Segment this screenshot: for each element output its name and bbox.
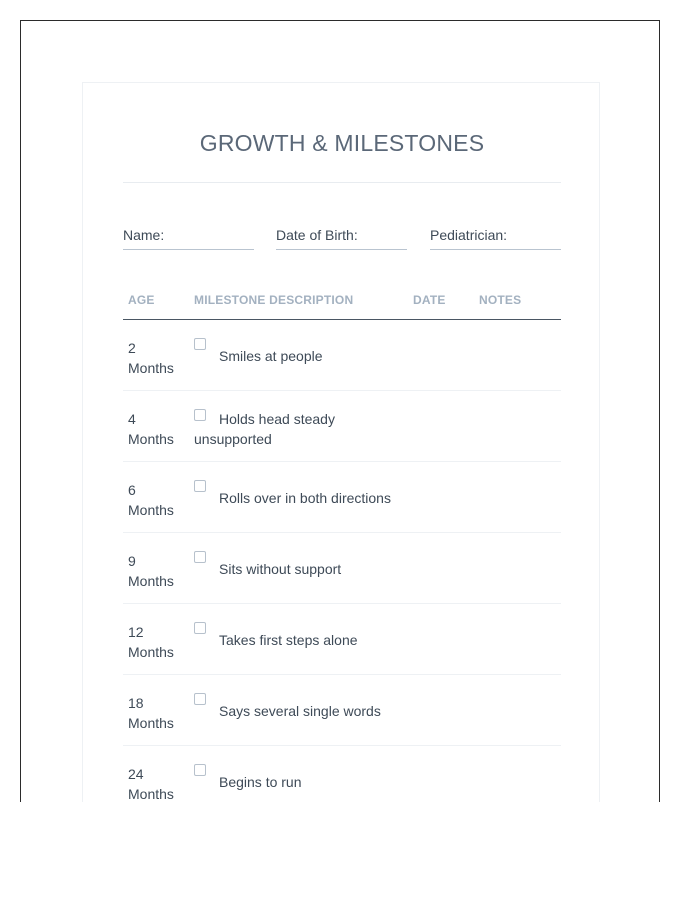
milestone-text: Sits without support (219, 561, 342, 577)
info-row (123, 183, 561, 253)
milestone-checkbox[interactable] (194, 551, 206, 563)
age-number: 12 (128, 624, 144, 640)
age-number: 18 (128, 695, 144, 711)
milestone-sheet (82, 82, 600, 802)
age-cell (128, 622, 188, 662)
name-field[interactable] (123, 228, 254, 250)
pediatrician-label: Pediatrician: (430, 227, 508, 243)
milestone-cell (194, 551, 412, 577)
table-row (123, 320, 561, 391)
sheet-content (123, 83, 561, 802)
table-row (123, 675, 561, 746)
milestone-checkbox[interactable] (194, 693, 206, 705)
age-cell (128, 693, 188, 733)
age-cell (128, 480, 188, 520)
age-unit: Months (128, 644, 174, 660)
milestone-cell (194, 409, 412, 449)
table-row (123, 746, 561, 802)
milestone-text: Says several single words (219, 703, 381, 719)
milestone-cell (194, 622, 412, 648)
page-title: GROWTH & MILESTONES (123, 83, 561, 183)
age-cell (128, 409, 188, 449)
table-row (123, 391, 561, 462)
date-of-birth-label: Date of Birth: (276, 227, 358, 243)
age-number: 4 (128, 411, 136, 427)
milestone-text: Begins to run (219, 774, 302, 790)
table-row (123, 462, 561, 533)
milestone-checkbox[interactable] (194, 409, 206, 421)
age-number: 2 (128, 340, 136, 356)
age-unit: Months (128, 573, 174, 589)
age-unit: Months (128, 360, 174, 376)
table-row (123, 604, 561, 675)
milestone-text: Smiles at people (219, 348, 323, 364)
age-unit: Months (128, 715, 174, 731)
header-notes: NOTES (479, 293, 522, 307)
milestone-text: Rolls over in both directions (219, 490, 391, 506)
age-number: 9 (128, 553, 136, 569)
milestone-text: Holds head steady unsupported (194, 411, 335, 447)
name-label: Name: (123, 227, 165, 243)
milestone-cell (194, 338, 412, 364)
milestone-checkbox[interactable] (194, 622, 206, 634)
table-row (123, 533, 561, 604)
milestone-text: Takes first steps alone (219, 632, 358, 648)
pediatrician-field[interactable] (430, 228, 561, 250)
milestone-cell (194, 764, 412, 790)
table-header (123, 293, 561, 320)
milestone-cell (194, 693, 412, 719)
age-cell (128, 551, 188, 591)
date-of-birth-field[interactable] (276, 228, 407, 250)
age-cell (128, 764, 188, 802)
age-cell (128, 338, 188, 378)
milestone-checkbox[interactable] (194, 764, 206, 776)
age-unit: Months (128, 431, 174, 447)
milestone-checkbox[interactable] (194, 338, 206, 350)
page-frame (20, 20, 660, 802)
age-unit: Months (128, 502, 174, 518)
header-age: AGE (128, 293, 155, 307)
milestone-cell (194, 480, 412, 506)
age-unit: Months (128, 786, 174, 802)
header-milestone-description: MILESTONE DESCRIPTION (194, 293, 354, 307)
age-number: 24 (128, 766, 144, 782)
milestone-checkbox[interactable] (194, 480, 206, 492)
age-number: 6 (128, 482, 136, 498)
header-date: DATE (413, 293, 446, 307)
